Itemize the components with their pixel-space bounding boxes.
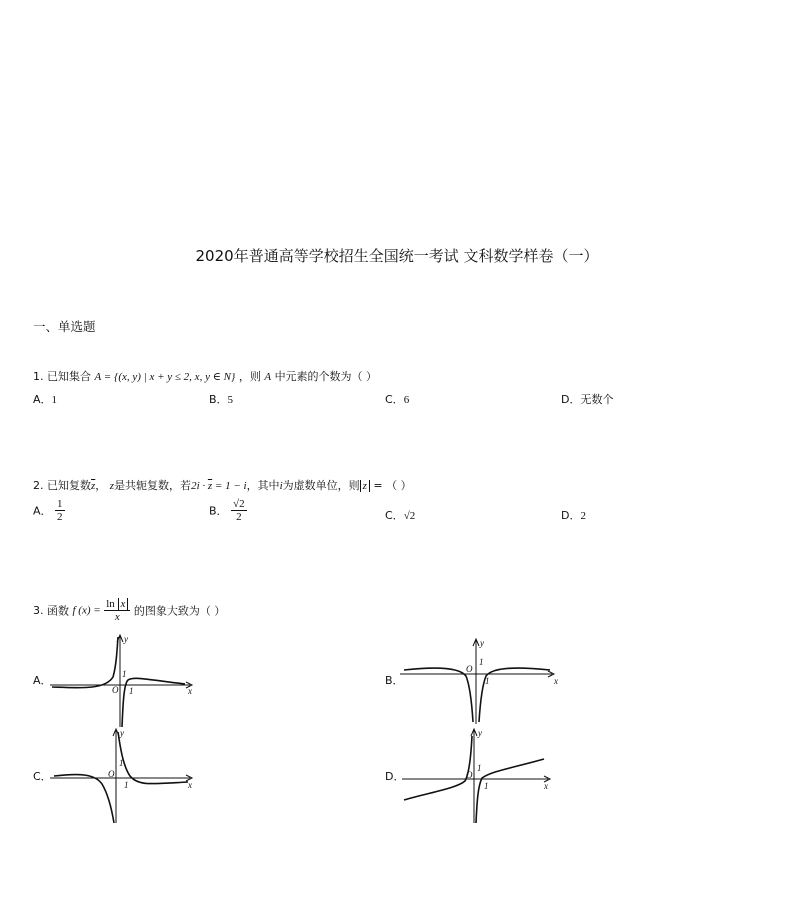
curve-left (404, 668, 473, 722)
option-label: A． (33, 504, 52, 518)
denominator: 2 (236, 511, 242, 524)
curve-left (52, 637, 118, 688)
option-label: A． (33, 393, 52, 406)
page-title: 2020年普通高等学校招生全国统一考试 文科数学样卷（一） (195, 247, 599, 265)
option-label: B． (209, 393, 228, 406)
axis-label-y: y (480, 638, 484, 648)
numerator (104, 598, 130, 611)
tick-x-label: 1 (485, 676, 490, 686)
question-number: 3. (33, 604, 44, 618)
denominator: 2 (57, 511, 63, 524)
question-text: ，其中 (246, 479, 280, 492)
tick-y-label: 1 (477, 763, 482, 773)
origin-label: O (108, 769, 115, 779)
option-d[interactable] (561, 507, 586, 523)
axis-label-x: x (544, 781, 548, 791)
tick-x-label: 1 (484, 781, 489, 791)
set-expression: A = {(x, y) | x + y ≤ 2, x, y ∈ N} (94, 371, 236, 383)
option-b[interactable] (209, 391, 233, 407)
option-label: D． (561, 509, 581, 522)
option-c[interactable] (385, 391, 409, 407)
option-d[interactable] (561, 391, 613, 407)
variable-z: z (109, 480, 115, 492)
graph-a[interactable] (50, 632, 200, 732)
axis-label-x: x (188, 686, 192, 696)
axis-label-y: y (478, 728, 482, 738)
question-text: ， (95, 479, 107, 492)
tick-y-label: 1 (119, 758, 124, 768)
question-3 (33, 598, 225, 623)
equation-right: = 1 − i (212, 480, 247, 492)
numerator: 1 (57, 498, 63, 510)
graph-c[interactable] (50, 726, 200, 826)
question-number: 1. (33, 370, 44, 383)
fraction (55, 498, 65, 523)
tick-x-label: 1 (129, 686, 134, 696)
option-label: D． (561, 393, 581, 406)
graph-d[interactable] (402, 726, 562, 826)
graph-label-c[interactable]: C． (33, 770, 52, 783)
numerator: √2 (233, 498, 245, 510)
denominator: x (114, 611, 120, 624)
option-value: 1 (51, 394, 58, 406)
axis-label-x: x (554, 676, 558, 686)
graph-b[interactable] (400, 636, 565, 726)
question-text: 函数 (47, 604, 69, 618)
variable: A (264, 371, 272, 383)
tick-y-label: 1 (122, 669, 127, 679)
conjugate-z: $\overline{z}$ (91, 480, 96, 492)
option-value: 无数个 (580, 393, 614, 406)
function-fraction (104, 598, 130, 623)
function-lhs: f (x) = (72, 604, 101, 617)
option-a[interactable] (33, 391, 57, 407)
question-text: 是共轭复数，若 (114, 479, 192, 492)
equation-left: 2i · (191, 480, 208, 492)
origin-label: O (466, 770, 473, 780)
option-label: C． (385, 393, 404, 406)
curve-right (476, 759, 544, 823)
graph-label-b[interactable]: B． (385, 674, 404, 687)
question-text: = （ ） (369, 479, 412, 492)
option-a[interactable] (33, 498, 65, 523)
abs-x: x (118, 598, 129, 610)
option-value: √2 (403, 510, 416, 522)
axis-label-y: y (124, 634, 128, 644)
axis-label-x: x (188, 780, 192, 790)
axis-label-y: y (120, 728, 124, 738)
conjugate-z: $\overline{z}$ (207, 480, 213, 492)
modulus-z: z (360, 480, 370, 492)
question-text: 的图象大致为（ ） (133, 604, 226, 618)
option-label: C． (385, 509, 404, 522)
ln-text: ln (106, 598, 115, 610)
option-value: 5 (227, 394, 234, 406)
tick-y-label: 1 (479, 657, 484, 667)
curve-left (54, 775, 114, 823)
question-1 (33, 368, 377, 384)
curve-left (404, 736, 472, 800)
question-number: 2. (33, 479, 44, 492)
variable-i: i (279, 480, 283, 492)
section-heading: 一、单选题 (33, 319, 96, 334)
graph-label-a[interactable]: A． (33, 674, 52, 687)
question-text: 已知复数 (47, 479, 91, 492)
question-text: 为虚数单位，则 (282, 479, 360, 492)
origin-label: O (466, 664, 473, 674)
option-b[interactable] (209, 498, 247, 523)
option-value: 2 (580, 510, 586, 522)
option-label: B． (209, 504, 228, 518)
option-c[interactable] (385, 507, 415, 523)
fraction (231, 498, 247, 523)
question-text: 中元素的个数为（ ） (274, 370, 378, 383)
origin-label: O (112, 685, 119, 695)
curve-right (118, 732, 188, 784)
tick-x-label: 1 (124, 780, 129, 790)
option-value: 6 (403, 394, 410, 406)
question-text: ，则 (238, 370, 261, 383)
question-2 (33, 477, 412, 493)
question-text: 已知集合 (47, 370, 91, 383)
curve-right (479, 668, 550, 722)
graph-label-d[interactable]: D． (385, 770, 405, 783)
